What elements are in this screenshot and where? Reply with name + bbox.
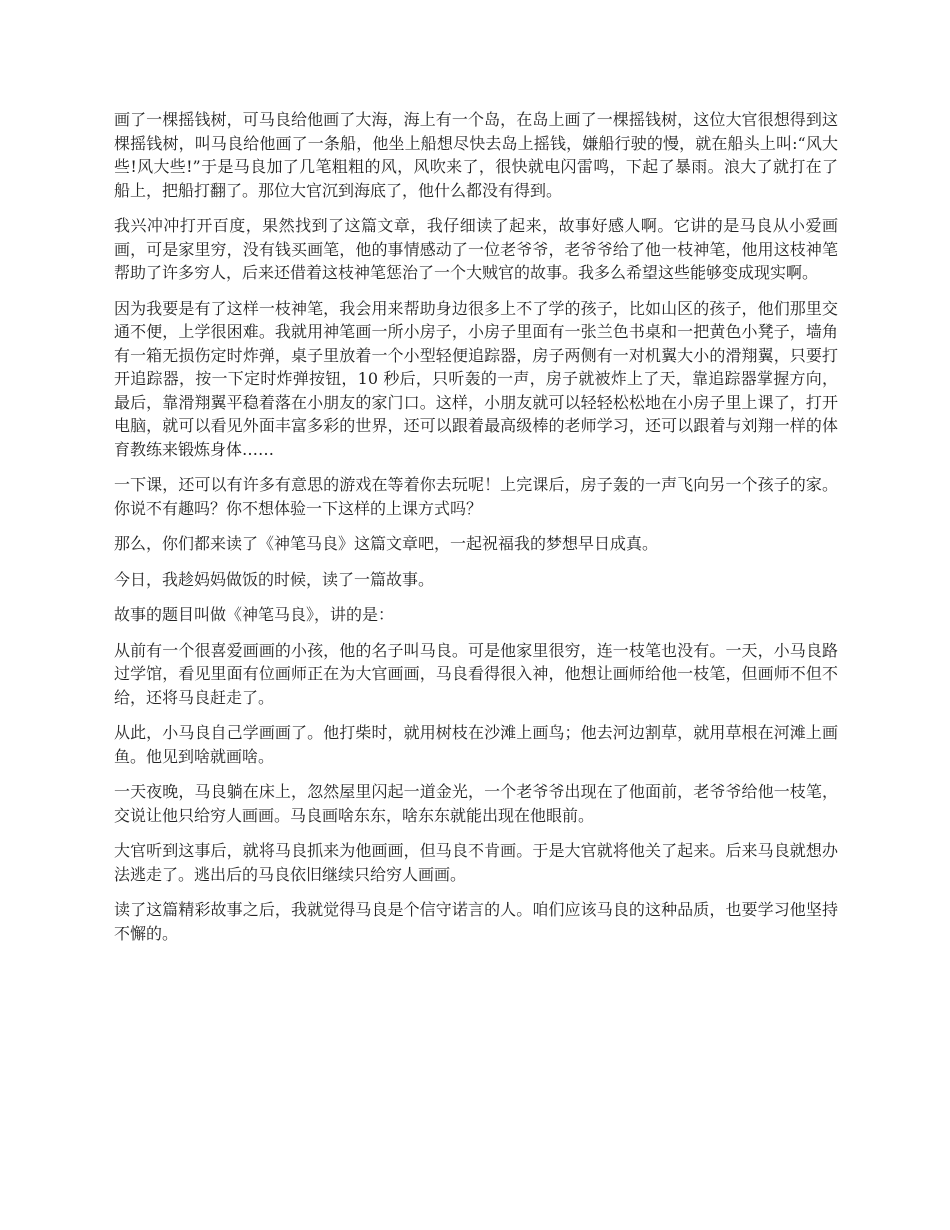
- paragraph-2: 我兴冲冲打开百度，果然找到了这篇文章，我仔细读了起来，故事好感人啊。它讲的是马良从小爱画画，可是家里穷，没有钱买画笔，他的事情感动了一位老爷爷，老爷爷给了他一枝神笔，他用这枝神笔帮助了许多穷人，后来还借着这枝神笔惩治了一个大贼官的故事。我多么希望这些能够变成现实啊。: [114, 216, 838, 282]
- paragraph-10: 一天夜晚，马良躺在床上，忽然屋里闪起一道金光，一个老爷爷出现在了他面前，老爷爷给他一枝笔，交说让他只给穷人画画。马良画啥东东，啥东东就能出现在他眼前。: [114, 782, 838, 825]
- paragraph-4: 一下课，还可以有许多有意思的游戏在等着你去玩呢！上完课后，房子轰的一声飞向另一个孩子的家。你说不有趣吗？你不想体验一下这样的上课方式吗？: [114, 475, 838, 518]
- paragraph-5: 那么，你们都来读了《神笔马良》这篇文章吧，一起祝福我的梦想早日成真。: [114, 534, 659, 553]
- paragraph-9: 从此，小马良自己学画画了。他打柴时，就用树枝在沙滩上画鸟；他去河边割草，就用草根在河滩上画鱼。他见到啥就画啥。: [114, 723, 838, 766]
- paragraph-12: 读了这篇精彩故事之后，我就觉得马良是个信守诺言的人。咱们应该马良的这种品质，也要学习他坚持不懈的。: [114, 900, 838, 943]
- paragraph-7: 故事的题目叫做《神笔马良》，讲的是：: [114, 605, 395, 624]
- paragraph-1: 画了一棵摇钱树，可马良给他画了大海，海上有一个岛，在岛上画了一棵摇钱树，这位大官很想得到这棵摇钱树，叫马良给他画了一条船，他坐上船想尽快去岛上摇钱，嫌船行驶的慢，就在船头上叫:“风大些!风大些!”于是马良加了几笔粗粗的风，风吹来了，很快就电闪雷鸣，下起了暴雨。浪大了就打在了船上，把船打翻了。那位大官沉到海底了，他什么都没有得到。: [114, 110, 838, 200]
- document-body: [114, 108, 838, 957]
- paragraph-3: 因为我要是有了这样一枝神笔，我会用来帮助身边很多上不了学的孩子，比如山区的孩子，他们那里交通不便，上学很困难。我就用神笔画一所小房子，小房子里面有一张兰色书桌和一把黄色小凳子，墙角有一箱无损伤定时炸弹，桌子里放着一个小型轻便追踪器，房子两侧有一对机翼大小的滑翔翼，只要打开追踪器，按一下定时炸弹按钮，10 秒后，只听轰的一声，房子就被炸上了天，靠追踪器掌握方向，最后，靠滑翔翼平稳着落在小朋友的家门口。这样，小朋友就可以轻轻松松地在小房子里上课了，打开电脑，就可以看见外面丰富多彩的世界，还可以跟着最高级棒的老师学习，还可以跟着与刘翔一样的体育教练来锻炼身体……: [114, 298, 838, 459]
- paragraph-8: 从前有一个很喜爱画画的小孩，他的名子叫马良。可是他家里很穷，连一枝笔也没有。一天，小马良路过学馆，看见里面有位画师正在为大官画画，马良看得很入神，他想让画师给他一枝笔，但画师不但不给，还将马良赶走了。: [114, 640, 838, 707]
- paragraph-6: 今日，我趁妈妈做饭的时候，读了一篇故事。: [114, 569, 435, 589]
- paragraph-11: 大官听到这事后，就将马良抓来为他画画，但马良不肯画。于是大官就将他关了起来。后来马良就想办法逃走了。逃出后的马良依旧继续只给穷人画画。: [114, 841, 838, 884]
